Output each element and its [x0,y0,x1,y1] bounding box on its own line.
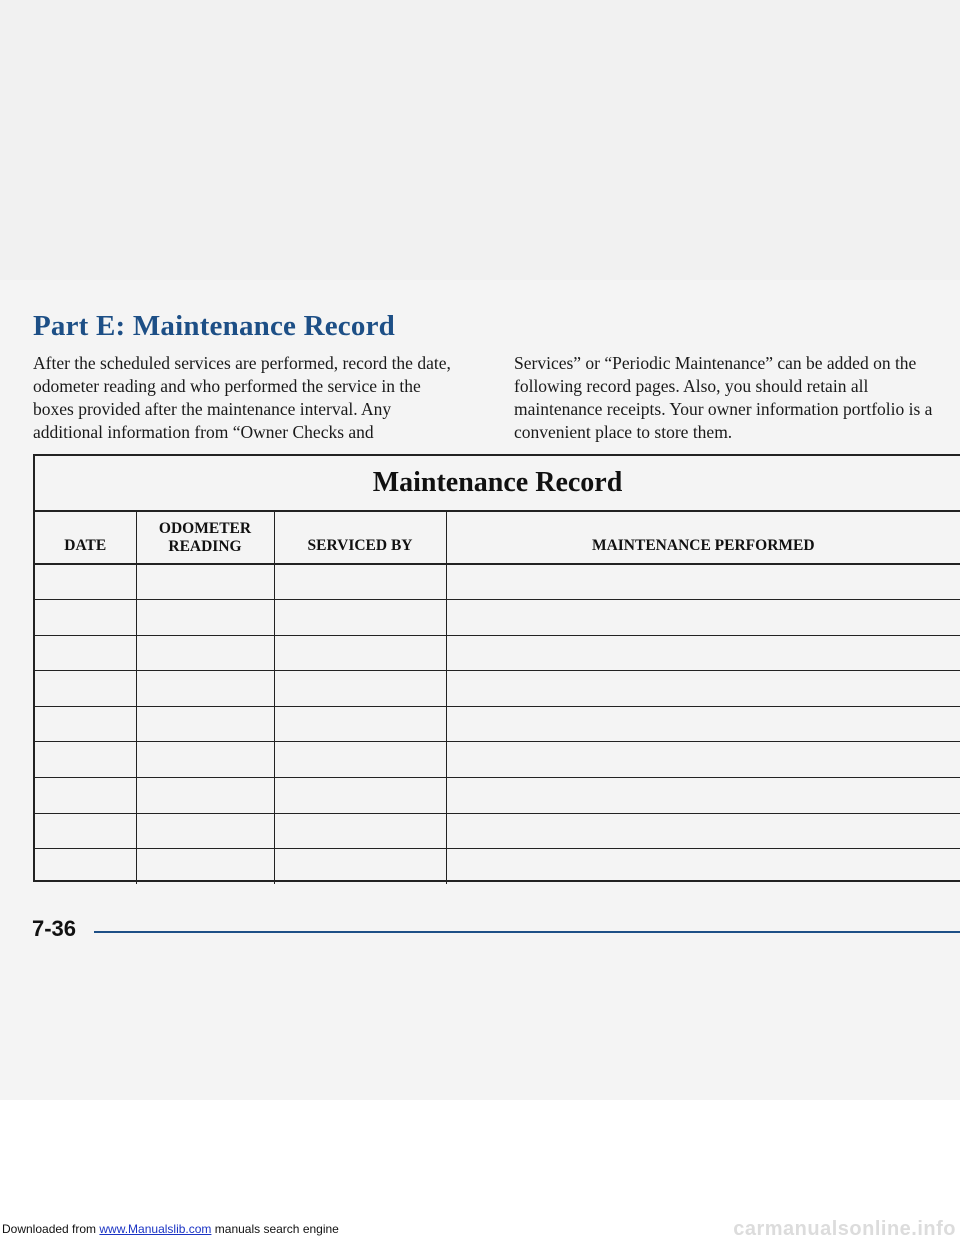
download-suffix: manuals search engine [211,1222,339,1236]
odometer-column-header [136,512,274,564]
maintenance-performed-column-header: MAINTENANCE PERFORMED [446,512,960,564]
odometer-cell[interactable] [136,635,274,671]
odometer-header-line1: ODOMETER [158,519,252,537]
serviced-by-cell[interactable] [274,813,446,849]
maintenance-cell[interactable] [446,706,960,742]
table-row [35,600,960,636]
download-prefix: Downloaded from [2,1222,100,1236]
table-row [35,635,960,671]
date-cell[interactable] [35,706,136,742]
record-title: Maintenance Record [35,456,960,512]
table-row [35,671,960,707]
download-note [2,1222,339,1236]
page-heading: Part E: Maintenance Record [33,310,395,342]
date-cell[interactable] [35,813,136,849]
maintenance-cell[interactable] [446,742,960,778]
maintenance-record-table [33,454,960,882]
page-top-margin [0,0,960,280]
maintenance-cell[interactable] [446,671,960,707]
table-row [35,778,960,814]
odometer-cell[interactable] [136,742,274,778]
table-row [35,813,960,849]
manualslib-link[interactable]: www.Manualslib.com [99,1222,212,1236]
serviced-by-cell[interactable] [274,706,446,742]
table-row [35,706,960,742]
odometer-cell[interactable] [136,849,274,885]
odometer-cell[interactable] [136,671,274,707]
site-watermark: carmanualsonline.info [733,1218,956,1240]
date-cell[interactable] [35,778,136,814]
serviced-by-cell[interactable] [274,600,446,636]
date-column-header: DATE [35,512,136,564]
maintenance-cell[interactable] [446,778,960,814]
maintenance-cell[interactable] [446,564,960,600]
date-cell[interactable] [35,600,136,636]
maintenance-cell[interactable] [446,813,960,849]
odometer-cell[interactable] [136,564,274,600]
maintenance-cell[interactable] [446,635,960,671]
date-cell[interactable] [35,635,136,671]
footer-rule [94,931,960,933]
table-row [35,564,960,600]
date-cell[interactable] [35,742,136,778]
maintenance-cell[interactable] [446,849,960,885]
date-cell[interactable] [35,671,136,707]
maintenance-cell[interactable] [446,600,960,636]
intro-text-right: Services” or “Periodic Maintenance” can be added on the following record pages. Also, you should retain all maintenance receipts. Your owner information portfolio is a convenient place to store them. [514,353,933,442]
serviced-by-cell[interactable] [274,564,446,600]
odometer-cell[interactable] [136,778,274,814]
odometer-cell[interactable] [136,813,274,849]
date-cell[interactable] [35,849,136,885]
odometer-cell[interactable] [136,706,274,742]
intro-text-left: After the scheduled services are performed, record the date, odometer reading and who performed the service in the boxes provided after the maintenance interval. Any additional information from “Owner Checks and [33,353,451,442]
table-row [35,849,960,885]
table-row [35,742,960,778]
serviced-by-column-header: SERVICED BY [274,512,446,564]
header-row [35,512,960,564]
record-grid [35,512,960,884]
date-cell[interactable] [35,564,136,600]
serviced-by-cell[interactable] [274,742,446,778]
odometer-cell[interactable] [136,600,274,636]
page-number: 7-36 [32,916,77,941]
record-rows [35,564,960,884]
serviced-by-cell[interactable] [274,671,446,707]
serviced-by-cell[interactable] [274,635,446,671]
odometer-header-line2: READING [168,537,242,555]
serviced-by-cell[interactable] [274,778,446,814]
serviced-by-cell[interactable] [274,849,446,885]
